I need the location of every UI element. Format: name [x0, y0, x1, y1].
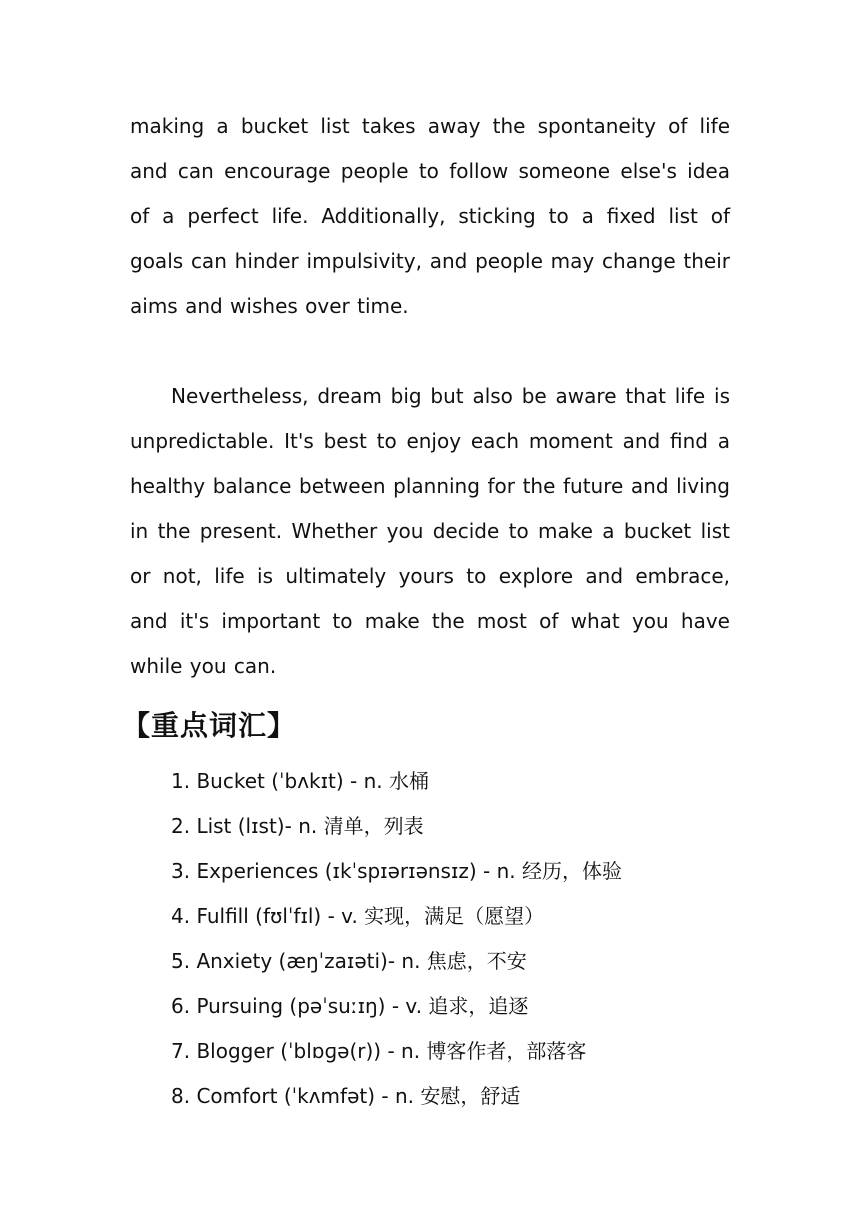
document-page — [122, 104, 730, 1119]
vocab-section-title: 【重点词汇】 — [122, 709, 297, 742]
vocab-item-list: 2. List (lɪst)- n. 清单，列表 — [171, 814, 424, 838]
body-paragraph-2: Nevertheless, dream big but also be aware that life is unpredictable. It's best to enjoy each moment and find a healthy balance between planning for the future and living in the present. Whether you decide to make a bucket list or not, life is ultimately yours to explore and embrace, and it's important to make the most of what you have while you can. — [130, 384, 730, 678]
vocab-list — [130, 759, 730, 1119]
vocab-item-anxiety: 5. Anxiety (æŋˈzaɪəti)- n. 焦虑，不安 — [171, 949, 527, 973]
vocab-item-blogger: 7. Blogger (ˈblɒɡə(r)) - n. 博客作者，部落客 — [171, 1039, 587, 1063]
vocab-item-fulfill: 4. Fulfill (fʊlˈfɪl) - v. 实现，满足（愿望） — [171, 904, 545, 928]
body-paragraph-1: making a bucket list takes away the spontaneity of life and can encourage people to follow someone else's idea of a perfect life. Additionally, sticking to a fixed list of goals can hinder impulsivity, and people may change their aims and wishes over time. — [130, 114, 730, 318]
vocab-item-bucket: 1. Bucket (ˈbʌkɪt) - n. 水桶 — [171, 769, 430, 793]
paragraph-spacer — [130, 329, 730, 374]
vocab-item-comfort: 8. Comfort (ˈkʌmfət) - n. 安慰，舒适 — [171, 1084, 521, 1108]
vocab-item-pursuing: 6. Pursuing (pəˈsuːɪŋ) - v. 追求，追逐 — [171, 994, 529, 1018]
vocab-item-experiences: 3. Experiences (ɪkˈspɪərɪənsɪz) - n. 经历，体验 — [171, 859, 623, 883]
